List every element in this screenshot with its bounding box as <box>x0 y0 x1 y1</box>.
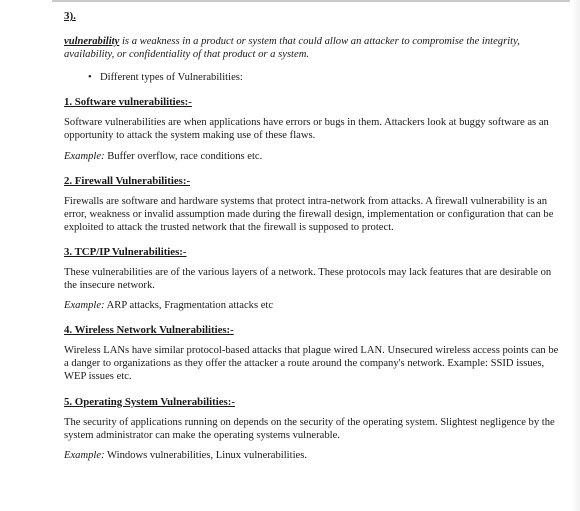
section-paragraph-tcpip: These vulnerabilities are of the various layers of a network. These protocols may lack features that are desirable on the insecure network. <box>64 266 552 292</box>
section-paragraph-os: The security of applications running on depends on the security of the operating system. Slightest negligence by the system administrator can make the operating systems vulnerable. <box>64 416 555 441</box>
example-text: ARP attacks, Fragmentation attacks etc <box>104 300 274 312</box>
top-border <box>52 0 570 2</box>
section-paragraph-firewall: Firewalls are software and hardware systems that protect intra-network from attacks. A firewall vulnerability is an error, weakness or invalid assumption made during the firewall design, implementation or configuration that can be exploited to attack the trusted network that the firewall is supposed to protect. <box>64 195 554 233</box>
bullet-icon: • <box>88 72 92 84</box>
section-paragraph-software: Software vulnerabilities are when applications have errors or bugs in them. Attackers look at buggy software as an opportunity to attack the system making use of these flaws. <box>64 117 549 142</box>
intro-text: is a weakness in a product or system that could allow an attacker to compromise the integrity, availability, or confidentiality of that product or a system. <box>64 36 520 61</box>
example-label: Example: <box>64 150 105 162</box>
bullet-text: Different types of Vulnerabilities: <box>100 72 243 84</box>
document-body <box>64 10 564 462</box>
section-heading-wireless: 4. Wireless Network Vulnerabilities:- <box>64 324 234 337</box>
intro-term: vulnerability <box>64 36 120 48</box>
section-paragraph-wireless: Wireless LANs have similar protocol-based attacks that plague wired LAN. Unsecured wireless access points can be a danger to organizations as they offer the attacker a route around the company's network. Example: SSID issues, WEP issues etc. <box>64 345 559 383</box>
example-label: Example: <box>64 449 105 461</box>
section-heading-tcpip: 3. TCP/IP Vulnerabilities:- <box>64 245 187 258</box>
section-heading-os: 5. Operating System Vulnerabilities:- <box>64 395 235 408</box>
bullet-item <box>64 71 564 84</box>
example-text: Buffer overflow, race conditions etc. <box>104 150 263 162</box>
example-label: Example: <box>64 300 105 312</box>
section-example-tcpip <box>64 299 564 312</box>
page-edge <box>572 0 580 511</box>
section-example-software <box>64 150 564 163</box>
section-number: 3). <box>64 10 76 22</box>
section-heading-software: 1. Software vulnerabilities:- <box>64 96 192 109</box>
section-heading-firewall: 2. Firewall Vulnerabilities:- <box>64 174 191 187</box>
section-example-os <box>64 449 564 462</box>
example-text: Windows vulnerabilities, Linux vulnerabilities. <box>104 449 307 461</box>
intro-paragraph <box>64 35 564 61</box>
